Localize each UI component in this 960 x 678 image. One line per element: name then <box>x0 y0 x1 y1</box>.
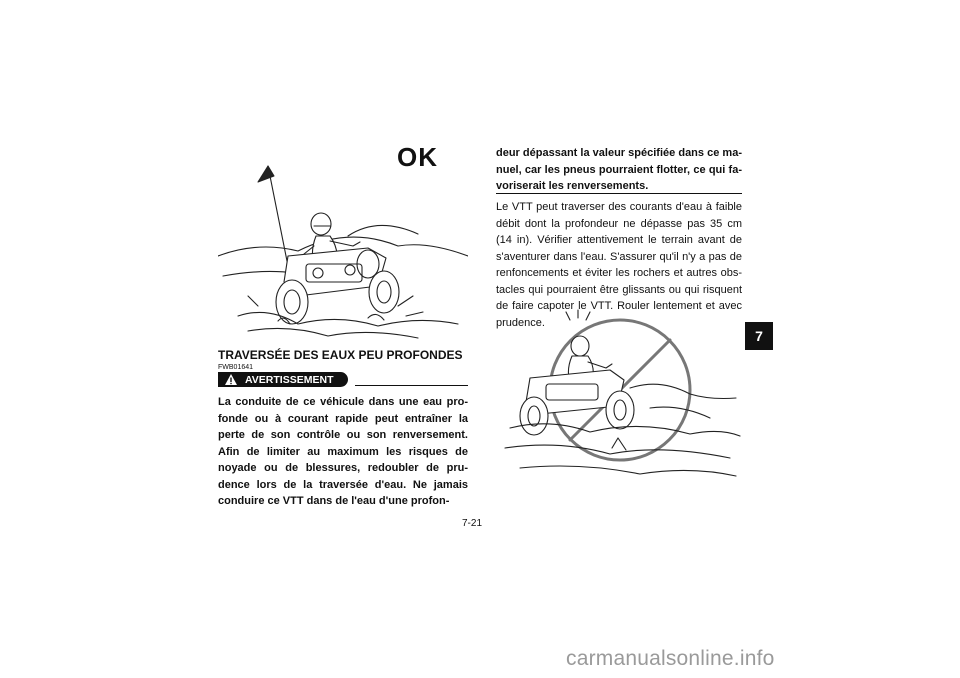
warning-triangle-icon <box>224 373 238 386</box>
warning-text: La conduite de ce véhicule dans une eau pro-fonde ou à courant rapide peut entraîner la perte de son contrôle ou son renversement. Afin de limiter au maximum les risques de noyade ou de blessures, redoubler de pru-dence lors de la traversée d'eau. Ne jamais conduire ce VTT dans de l'eau d'une profon- <box>218 396 468 507</box>
atv-shallow-water-illustration <box>218 142 468 346</box>
warning-text-continued: deur dépassant la valeur spécifiée dans ce ma-nuel, car les pneus pourraient flotter, ce qui fa-voriserait les renversements. <box>496 147 742 192</box>
body-paragraph: Le VTT peut traverser des courants d'eau à faible débit dont la profondeur ne dépasse pas 35 cm (14 in). Vérifier attentivement le terrain avant de s'aventurer dans l'eau. S'assurer qu'il n'y a pas de renfoncements et éviter les rochers et autres obs-tacles qui pourraient être glissants ou qui risquent de faire capoter le VTT. Rouler lentement et avec prudence. <box>496 201 742 329</box>
atv-deep-water-prohibited-illustration <box>500 308 742 484</box>
watermark: carmanualsonline.info <box>566 647 775 670</box>
ok-label: OK <box>397 142 438 172</box>
section-title: TRAVERSÉE DES EAUX PEU PROFONDES <box>218 348 463 362</box>
warning-end-rule <box>496 193 742 194</box>
chapter-tab: 7 <box>745 322 773 350</box>
warning-banner <box>218 372 348 387</box>
warning-code: FWB01641 <box>218 364 254 371</box>
page-number: 7-21 <box>462 518 483 529</box>
warning-label: AVERTISSEMENT <box>245 373 334 386</box>
warning-rule-left <box>355 385 468 386</box>
